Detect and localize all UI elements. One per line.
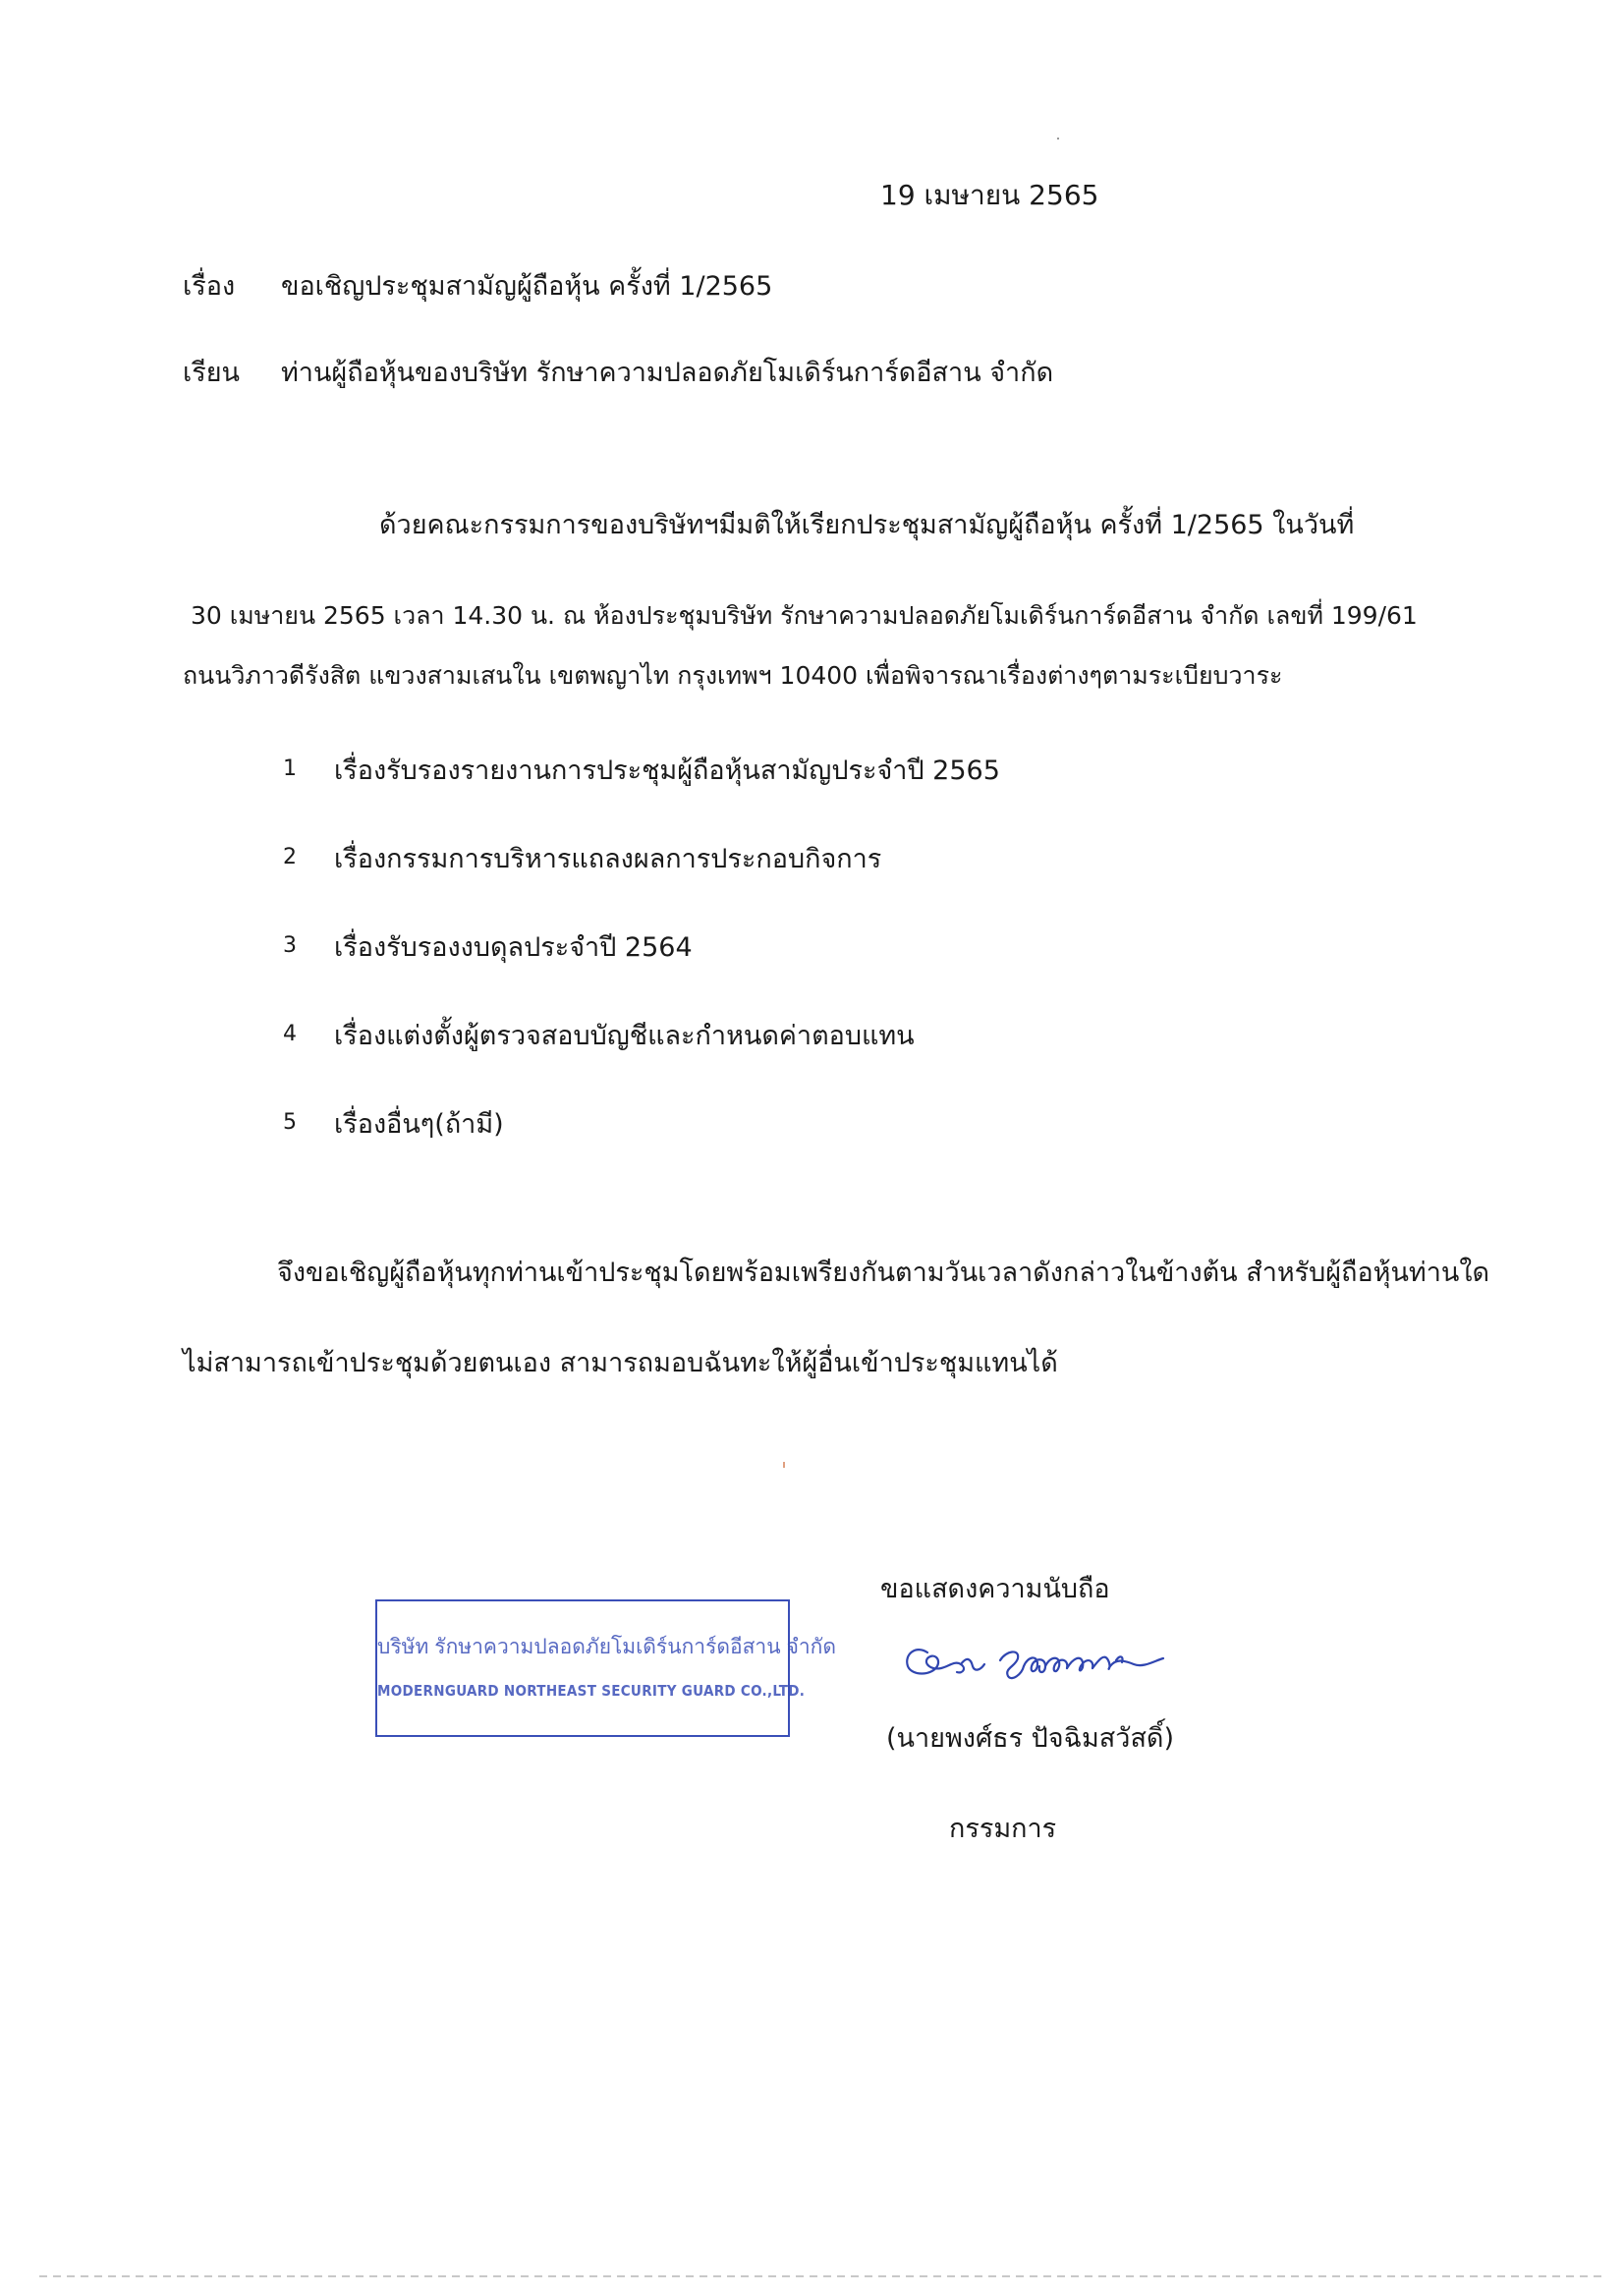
stamp-thai-text: บริษัท รักษาความปลอดภัยโมเดิร์นการ์ดอีสาน จำกัด [377, 1635, 837, 1658]
signature-scribble-icon [898, 1631, 1193, 1690]
paragraph1-line3: ถนนวิภาวดีรังสิต แขวงสามเสนใน เขตพญาไท กรุงเทพฯ 10400 เพื่อพิจารณาเรื่องต่างๆตามระเบียบวาระ [183, 661, 1283, 690]
agenda-text: เรื่องกรรมการบริหารแถลงผลการประกอบกิจการ [334, 844, 882, 874]
company-stamp [375, 1599, 837, 1737]
agenda-number: 3 [283, 933, 297, 958]
agenda-text: เรื่องอื่นๆ(ถ้ามี) [334, 1109, 504, 1140]
signer-name: (นายพงศ์ธร ปัจฉิมสวัสดิ์) [886, 1723, 1174, 1754]
agenda-item [283, 925, 1167, 1014]
handwritten-signature [898, 1631, 1193, 1690]
scan-speck [1057, 138, 1059, 140]
paragraph1-line1: ด้วยคณะกรรมการของบริษัทฯมีมติให้เรียกประชุมสามัญผู้ถือหุ้น ครั้งที่ 1/2565 ในวันที่ [379, 510, 1355, 540]
agenda-number: 5 [283, 1110, 297, 1135]
closing-line2: ไม่สามารถเข้าประชุมด้วยตนเอง สามารถมอบฉันทะให้ผู้อื่นเข้าประชุมแทนได้ [183, 1348, 1058, 1378]
agenda-item [283, 1102, 1167, 1191]
scan-speck [783, 1462, 785, 1468]
paragraph1-line2: 30 เมษายน 2565 เวลา 14.30 น. ณ ห้องประชุมบริษัท รักษาความปลอดภัยโมเดิร์นการ์ดอีสาน จำกัด เลขที่ 199/61 [191, 601, 1418, 630]
agenda-item [283, 749, 1167, 837]
agenda-number: 1 [283, 756, 297, 781]
agenda-item [283, 837, 1167, 925]
subject-label: เรื่อง [183, 271, 236, 302]
stamp-english-text: MODERNGUARD NORTHEAST SECURITY GUARD CO.,LTD. [377, 1682, 806, 1700]
regards-text: ขอแสดงความนับถือ [880, 1574, 1110, 1604]
agenda-text: เรื่องแต่งตั้งผู้ตรวจสอบบัญชีและกำหนดค่าตอบแทน [334, 1021, 915, 1051]
agenda-text: เรื่องรับรองรายงานการประชุมผู้ถือหุ้นสามัญประจำปี 2565 [334, 756, 1000, 786]
agenda-item [283, 1014, 1167, 1102]
signer-position: กรรมการ [949, 1814, 1057, 1844]
subject-text: ขอเชิญประชุมสามัญผู้ถือหุ้น ครั้งที่ 1/2565 [281, 271, 773, 302]
agenda-number: 4 [283, 1022, 297, 1046]
recipient-text: ท่านผู้ถือหุ้นของบริษัท รักษาความปลอดภัยโมเดิร์นการ์ดอีสาน จำกัด [281, 358, 1054, 388]
letter-date: 19 เมษายน 2565 [880, 179, 1099, 211]
closing-line1: จึงขอเชิญผู้ถือหุ้นทุกท่านเข้าประชุมโดยพร้อมเพรียงกันตามวันเวลาดังกล่าวในข้างต้น สำหรับผู้ถือหุ้นท่านใด [277, 1258, 1490, 1288]
agenda-number: 2 [283, 845, 297, 869]
agenda-text: เรื่องรับรองงบดุลประจำปี 2564 [334, 932, 693, 963]
recipient-label: เรียน [183, 358, 241, 388]
scan-edge-line [39, 2275, 1601, 2277]
agenda-list [283, 749, 1167, 1191]
